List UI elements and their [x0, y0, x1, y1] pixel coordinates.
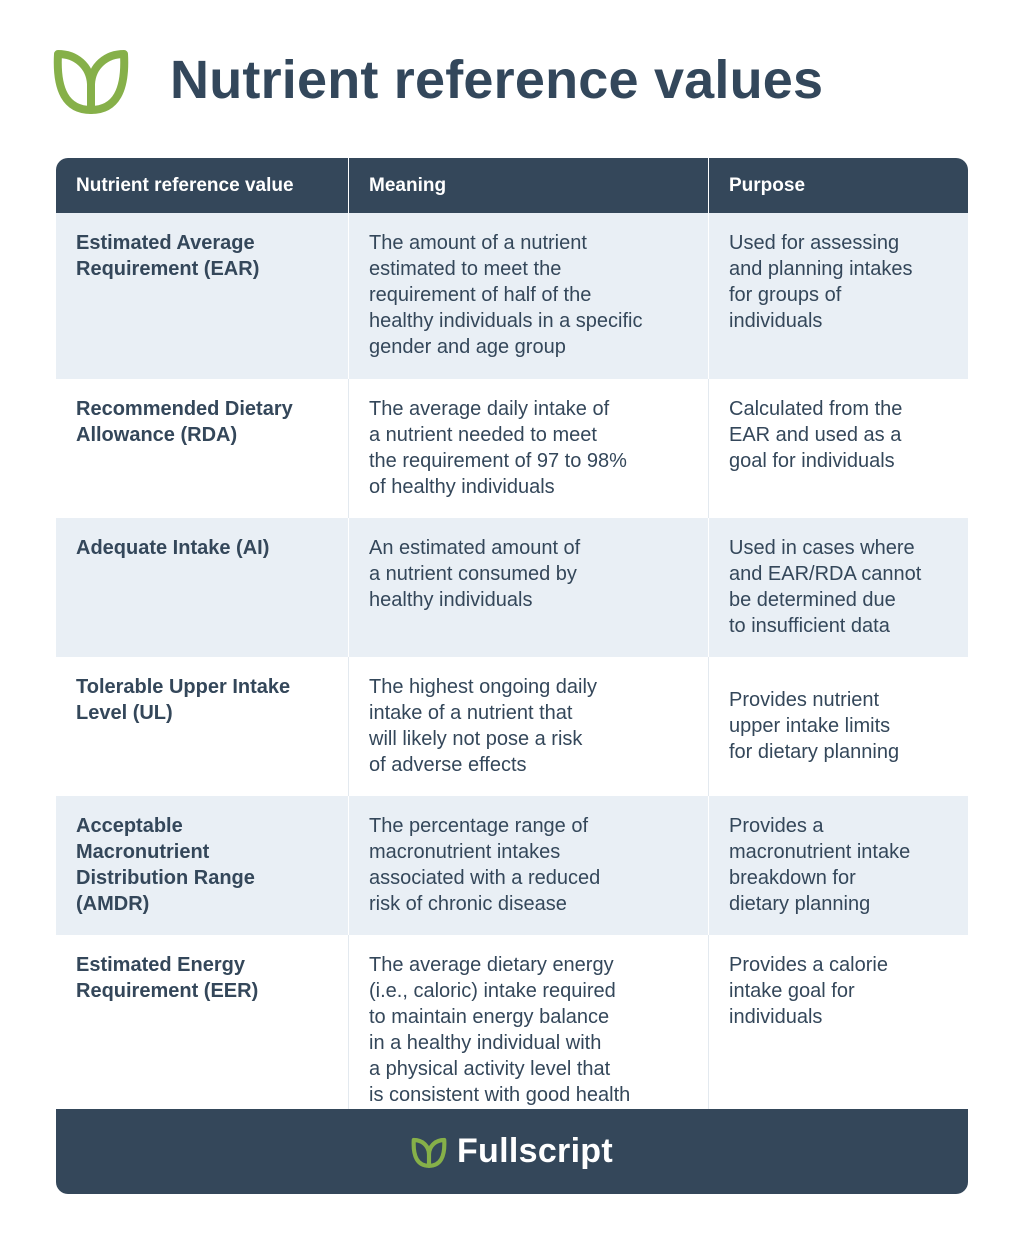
leaf-sprout-icon	[411, 1135, 447, 1169]
row-meaning-cell	[348, 518, 708, 657]
footer-banner	[56, 1109, 968, 1194]
row-purpose: Provides nutrient upper intake limits for dietary planning	[729, 689, 900, 763]
row-name: Recommended Dietary Allowance (RDA)	[76, 398, 293, 446]
row-meaning-cell	[348, 213, 708, 379]
row-purpose: Calculated from the EAR and used as a goal for individuals	[729, 398, 903, 472]
row-name: Adequate Intake (AI)	[76, 537, 270, 559]
column-header-meaning: Meaning	[348, 158, 708, 213]
nutrient-reference-table	[56, 158, 968, 1126]
table-row	[56, 213, 968, 379]
row-purpose-cell	[708, 379, 968, 518]
column-header-purpose: Purpose	[708, 158, 968, 213]
row-purpose-cell	[708, 657, 968, 796]
row-meaning-cell	[348, 935, 708, 1126]
table-row	[56, 935, 968, 1126]
row-name: Tolerable Upper Intake Level (UL)	[76, 676, 291, 724]
leaf-sprout-icon	[52, 44, 130, 116]
table-header-row	[56, 158, 968, 213]
row-name: Estimated Average Requirement (EAR)	[76, 232, 260, 280]
row-meaning: An estimated amount of a nutrient consumed by healthy individuals	[369, 537, 581, 611]
row-meaning-cell	[348, 379, 708, 518]
row-meaning: The percentage range of macronutrient intakes associated with a reduced risk of chronic disease	[369, 815, 601, 915]
row-name-cell	[56, 796, 348, 935]
table-row	[56, 796, 968, 935]
row-purpose: Provides a macronutrient intake breakdown for dietary planning	[729, 815, 911, 915]
row-name: Estimated Energy Requirement (EER)	[76, 954, 259, 1002]
row-purpose: Used for assessing and planning intakes for groups of individuals	[729, 232, 913, 332]
table-row	[56, 518, 968, 657]
row-meaning: The amount of a nutrient estimated to meet the requirement of half of the healthy individuals in a specific gender and age group	[369, 232, 643, 358]
row-name-cell	[56, 518, 348, 657]
row-purpose-cell	[708, 935, 968, 1126]
page-title: Nutrient reference values	[170, 50, 824, 110]
row-purpose-cell	[708, 213, 968, 379]
row-meaning: The highest ongoing daily intake of a nutrient that will likely not pose a risk of adverse effects	[369, 676, 597, 776]
row-meaning: The average dietary energy (i.e., caloric) intake required to maintain energy balance in a healthy individual with a physical activity level that is consistent with good health	[369, 954, 631, 1106]
row-meaning-cell	[348, 657, 708, 796]
row-name-cell	[56, 213, 348, 379]
brand-name: Fullscript	[456, 1132, 614, 1170]
row-meaning-cell	[348, 796, 708, 935]
row-name: Acceptable Macronutrient Distribution Range (AMDR)	[76, 815, 255, 915]
row-purpose-cell	[708, 518, 968, 657]
table-row	[56, 657, 968, 796]
row-purpose-cell	[708, 796, 968, 935]
row-name-cell	[56, 379, 348, 518]
row-name-cell	[56, 657, 348, 796]
row-name-cell	[56, 935, 348, 1126]
row-purpose: Provides a calorie intake goal for individuals	[729, 954, 888, 1028]
row-meaning: The average daily intake of a nutrient needed to meet the requirement of 97 to 98% of healthy individuals	[369, 398, 627, 498]
table-row	[56, 379, 968, 518]
row-purpose: Used in cases where and EAR/RDA cannot be determined due to insufficient data	[729, 537, 922, 637]
column-header-nutrient-reference-value: Nutrient reference value	[56, 158, 348, 213]
page-header	[52, 44, 823, 116]
